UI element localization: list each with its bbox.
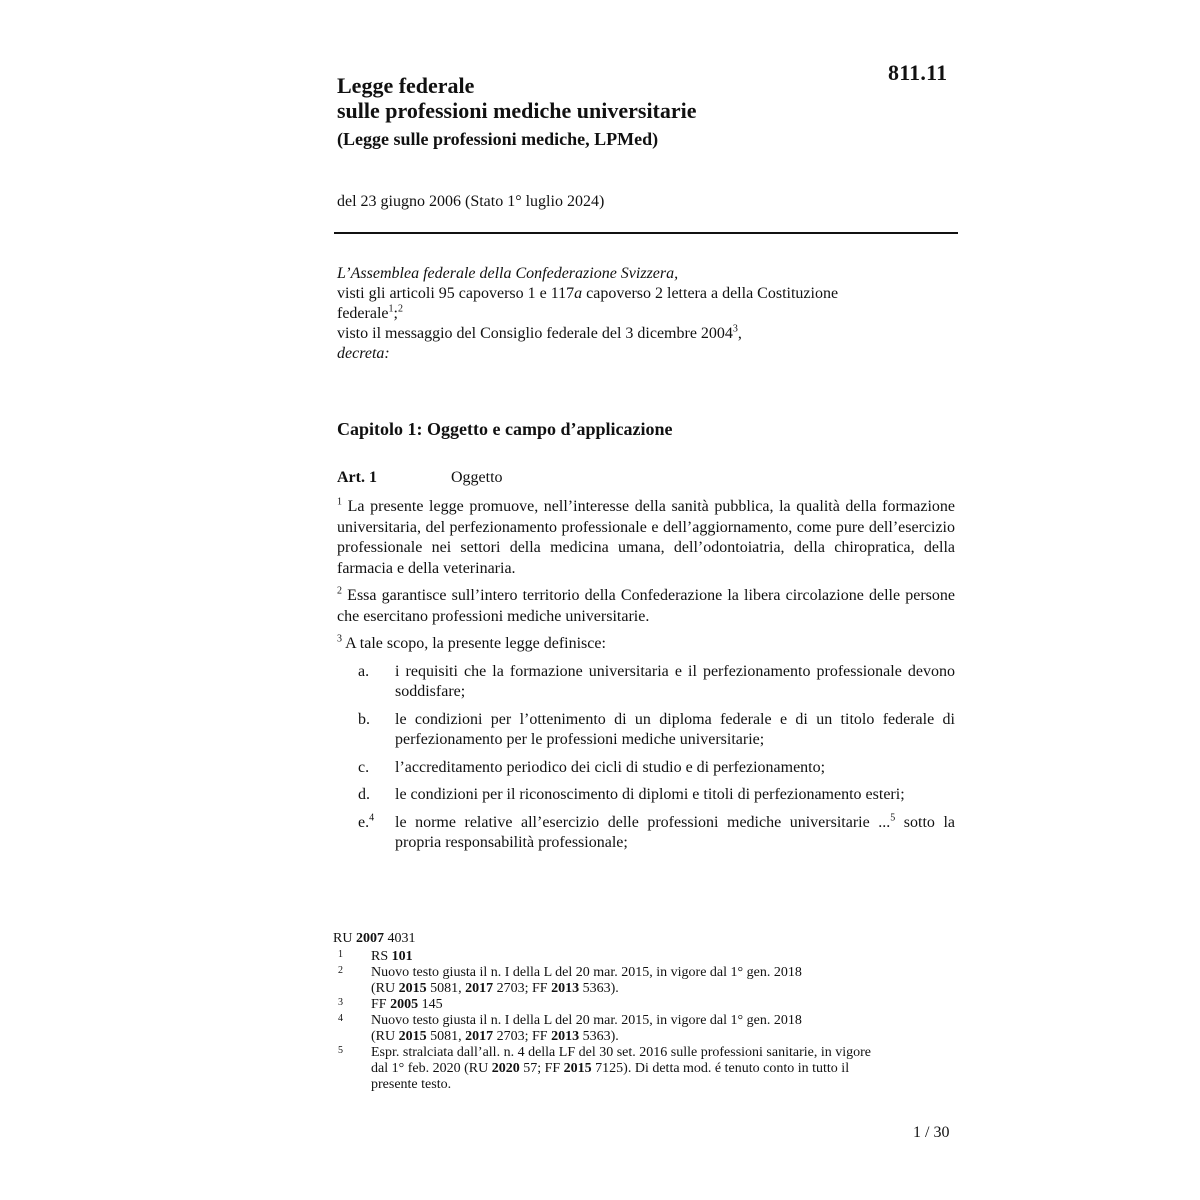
footnote-part: 2020 (491, 1061, 520, 1076)
footnote-part: 7125). Di detta mod. é tenuto conto in tutto il (591, 1061, 850, 1076)
list-text: le condizioni per il riconoscimento di diplomi e titoli di perfezionamento esteri; (395, 786, 905, 803)
footnote-4 (333, 1013, 953, 1045)
footnote-part: 5363). (579, 981, 619, 996)
footnote-ref-4[interactable]: 4 (369, 812, 375, 824)
preamble-text: a (574, 285, 583, 302)
footnote-part: 2015 (398, 981, 427, 996)
footnote-text: Espr. stralciata dall’all. n. 4 della LF del 30 set. 2016 sulle professioni sanitarie, in vigore (371, 1045, 871, 1060)
paragraph-text: A tale scopo, la presente legge definisce: (342, 635, 606, 652)
footnote-part: 5081, (426, 1029, 466, 1044)
ru-reference (333, 931, 953, 947)
footnote-part: 5363). (579, 1029, 619, 1044)
preamble-decreta: decreta: (337, 345, 390, 362)
footnote-number: 2 (338, 965, 343, 976)
footnote-text (371, 949, 953, 965)
preamble-message (337, 324, 957, 344)
definition-list (337, 662, 955, 854)
list-text: i requisiti che la formazione universitaria e il perfezionamento professionale devono soddisfare; (395, 662, 955, 700)
list-text-part: sotto la propria responsabilità professionale; (395, 813, 955, 851)
list-text: le condizioni per l’ottenimento di un diploma federale e di un titolo federale di perfezionamento per le professioni mediche universitarie; (395, 710, 955, 748)
paragraph-number: 2 (337, 585, 342, 597)
footnote-text (371, 1029, 953, 1045)
footnote-part: 2013 (551, 981, 580, 996)
footnote-part: 101 (391, 949, 413, 964)
ru-page: 4031 (383, 931, 416, 946)
list-text-part: le norme relative all’esercizio delle professioni mediche universitarie ... (395, 813, 891, 831)
list-letter: c. (358, 758, 370, 776)
footnote-part: 2015 (398, 1029, 427, 1044)
preamble-text: , (737, 325, 742, 342)
date-status-line: del 23 giugno 2006 (Stato 1° luglio 2024) (337, 193, 605, 210)
title-short-name: (Legge sulle professioni mediche, LPMed) (337, 129, 659, 149)
paragraph-2 (337, 586, 955, 627)
footnote-number: 5 (338, 1045, 343, 1056)
footnote-part: RS (371, 949, 392, 964)
ru-prefix: RU (333, 931, 356, 946)
footnote-number: 4 (338, 1013, 343, 1024)
footnote-number: 1 (338, 949, 343, 960)
footnote-part: 2703; FF (493, 981, 552, 996)
footnote-part: 2013 (551, 1029, 580, 1044)
list-item (337, 710, 955, 751)
footnotes (333, 931, 953, 1093)
paragraph-text: Essa garantisce sull’intero territorio della Confederazione la libera circolazione delle persone che esercitano professioni mediche universitarie. (337, 587, 955, 625)
preamble-visti-line-1 (337, 284, 957, 304)
footnote-ref-5[interactable]: 5 (890, 812, 896, 824)
footnote-ref-2[interactable]: 2 (397, 303, 403, 315)
footnote-number: 3 (338, 997, 343, 1008)
list-item (337, 662, 955, 703)
chapter-heading: Capitolo 1: Oggetto e campo d’applicazione (337, 419, 673, 439)
footnote-part: 2017 (465, 1029, 494, 1044)
title-line-2: sulle professioni mediche universitarie (337, 98, 697, 123)
footnote-text: presente testo. (371, 1077, 452, 1092)
list-item (337, 758, 955, 779)
ru-year: 2007 (355, 931, 384, 946)
list-letter (358, 813, 374, 834)
preamble (337, 264, 957, 364)
footnote-part: 2017 (465, 981, 494, 996)
footnote-part: (RU (371, 1029, 399, 1044)
footnote-part: 57; FF (519, 1061, 564, 1076)
preamble-text: visti gli articoli 95 capoverso 1 e 117 (337, 285, 575, 302)
header-divider (334, 232, 958, 234)
footnote-5 (333, 1045, 953, 1093)
footnote-part: 5081, (426, 981, 466, 996)
footnote-3 (333, 997, 953, 1013)
sr-number: 811.11 (888, 60, 948, 85)
list-text: l’accreditamento periodico dei cicli di studio e di perfezionamento; (395, 758, 826, 776)
footnote-text (371, 981, 953, 997)
list-letter: b. (358, 710, 370, 728)
footnote-part: 2005 (390, 997, 419, 1012)
footnote-text: Nuovo testo giusta il n. I della L del 20 mar. 2015, in vigore dal 1° gen. 2018 (371, 1013, 802, 1028)
paragraph-3 (337, 634, 955, 655)
footnote-part: (RU (371, 981, 399, 996)
footnote-ref-1[interactable]: 1 (388, 303, 394, 315)
article-title: Oggetto (451, 469, 503, 486)
article-heading (337, 469, 503, 487)
footnote-text (371, 1061, 953, 1077)
preamble-visti-line-2 (337, 304, 957, 324)
footnote-part: 2015 (563, 1061, 592, 1076)
page-number: 1 / 30 (913, 1124, 950, 1141)
article-number: Art. 1 (337, 469, 377, 486)
list-text (395, 814, 955, 852)
title-line-1: Legge federale (337, 73, 475, 98)
list-letter: d. (358, 786, 370, 803)
paragraph-text: La presente legge promuove, nell’interesse della sanità pubblica, la qualità della formazione universitaria, del perfezionamento professionale e dell’aggiornamento, come pure dell’esercizio professionale nei settori della medicina umana, dell’odontoiatria, della chiropratica, della farmacia e della veterinaria. (337, 498, 955, 577)
list-letter: a. (358, 662, 370, 680)
footnote-part: 2703; FF (493, 1029, 552, 1044)
paragraph-1 (337, 497, 955, 579)
preamble-text: visto il messaggio del Consiglio federale del 3 dicembre 2004 (337, 325, 733, 342)
footnote-1 (333, 949, 953, 965)
footnote-text: Nuovo testo giusta il n. I della L del 20 mar. 2015, in vigore dal 1° gen. 2018 (371, 965, 802, 980)
footnote-ref-3[interactable]: 3 (732, 323, 738, 335)
preamble-assembly: L’Assemblea federale della Confederazione Svizzera, (337, 265, 679, 282)
footnote-text (371, 997, 953, 1013)
list-item (337, 813, 955, 854)
law-title (337, 73, 697, 151)
footnote-part: dal 1° feb. 2020 (RU (371, 1061, 492, 1076)
preamble-text: federale (337, 305, 389, 322)
list-item (337, 785, 955, 806)
paragraph-number: 1 (337, 496, 342, 508)
footnote-2 (333, 965, 953, 997)
article-body (337, 497, 955, 861)
preamble-text: capoverso 2 lettera a della Costituzione (582, 285, 839, 302)
paragraph-number: 3 (337, 633, 342, 645)
preamble-text: ; (393, 305, 398, 322)
list-letter-text: e. (358, 813, 370, 831)
footnote-part: FF (371, 997, 391, 1012)
footnote-part: 145 (418, 997, 443, 1012)
